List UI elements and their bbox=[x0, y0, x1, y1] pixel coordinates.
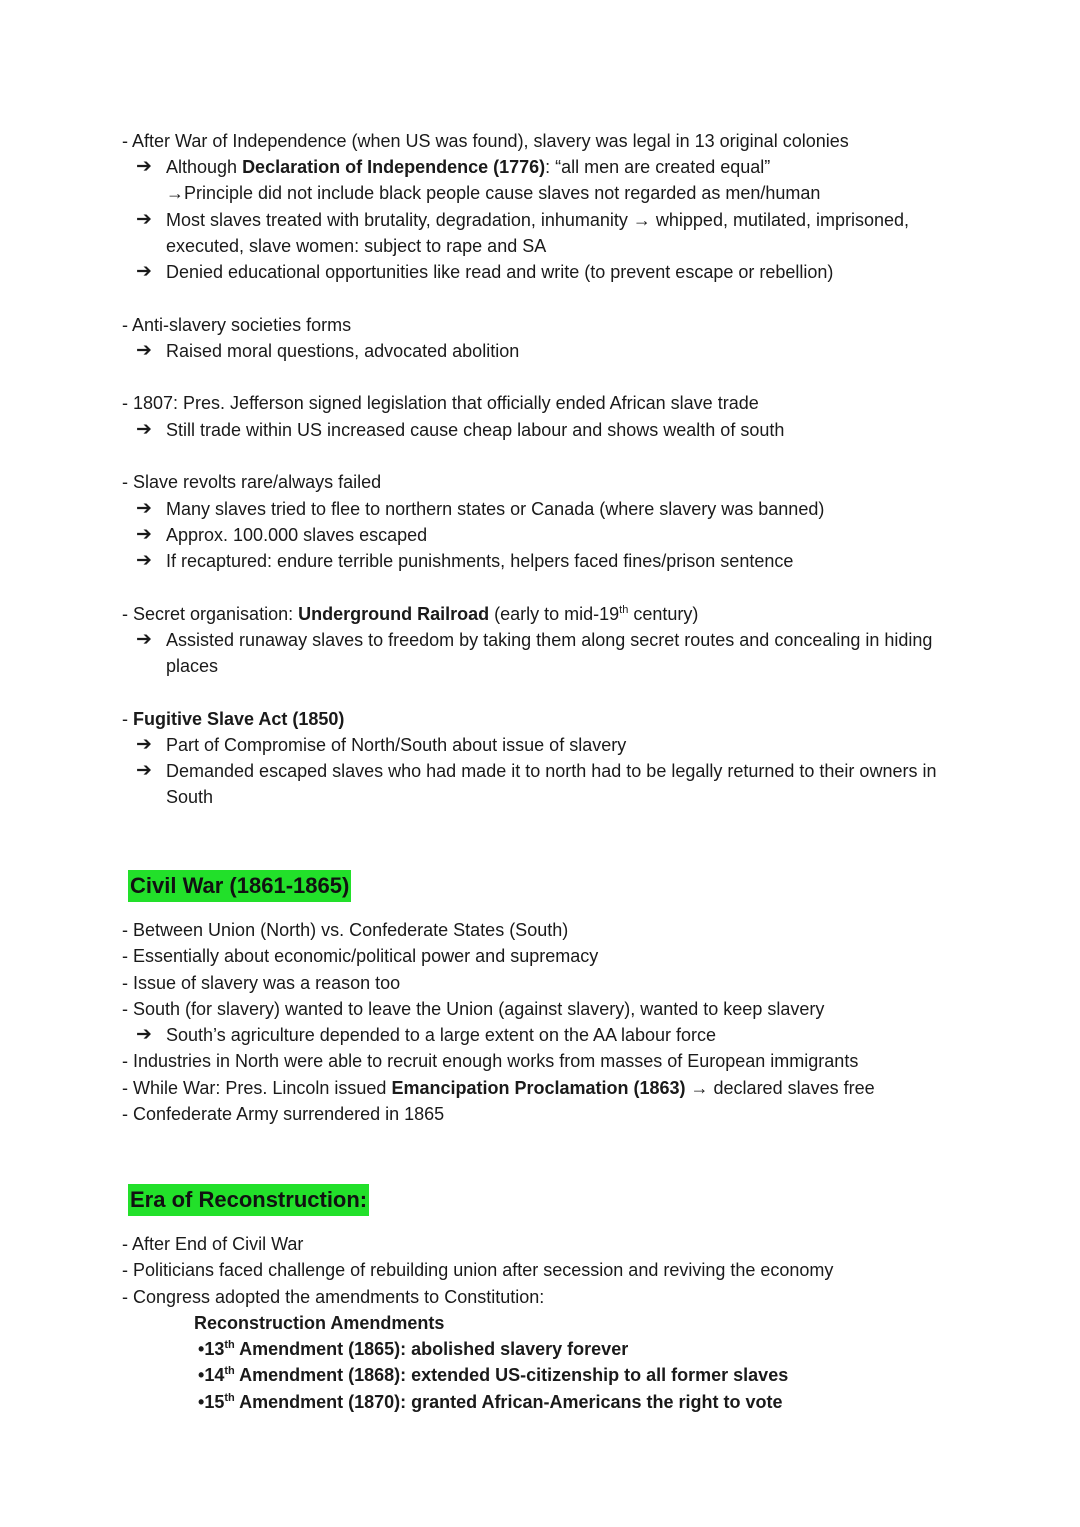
bullet-line: - Politicians faced challenge of rebuilding union after secession and reviving the economy bbox=[122, 1260, 834, 1280]
arrow-icon: ➔ bbox=[136, 209, 152, 230]
bullet-line: - Essentially about economic/political power and supremacy bbox=[122, 946, 599, 966]
bullet-line: - Between Union (North) vs. Confederate States (South) bbox=[122, 920, 569, 940]
arrow-icon: ➔ bbox=[136, 760, 152, 781]
bullet-line: - South (for slavery) wanted to leave the Union (against slavery), wanted to keep slavery bbox=[122, 999, 825, 1019]
arrow-icon: ➔ bbox=[136, 261, 152, 282]
arrow-icon: → bbox=[166, 183, 184, 203]
arrow-icon: ➔ bbox=[136, 340, 152, 361]
arrow-point: ➔ Part of Compromise of North/South about issue of slavery bbox=[136, 732, 946, 758]
arrow-point: ➔ South’s agriculture depended to a large extent on the AA labour force bbox=[136, 1022, 946, 1048]
bullet-line: - 1807: Pres. Jefferson signed legislation that officially ended African slave trade bbox=[122, 393, 759, 413]
arrow-point: ➔ Although Declaration of Independence (1776): “all men are created equal” bbox=[136, 154, 946, 180]
arrow-point: ➔ Raised moral questions, advocated abolition bbox=[136, 338, 946, 364]
bullet-line: - Fugitive Slave Act (1850) bbox=[122, 709, 345, 729]
amendment-item: •15th Amendment (1870): granted African-Americans the right to vote bbox=[198, 1392, 783, 1412]
arrow-point: ➔ If recaptured: endure terrible punishments, helpers faced fines/prison sentence bbox=[136, 548, 946, 574]
arrow-point: ➔ Still trade within US increased cause cheap labour and shows wealth of south bbox=[136, 417, 946, 443]
arrow-icon: ➔ bbox=[136, 498, 152, 519]
bullet-line: - After War of Independence (when US was found), slavery was legal in 13 original colonies bbox=[122, 131, 849, 151]
amendments-title: Reconstruction Amendments bbox=[194, 1313, 445, 1333]
bullet-line: - Industries in North were able to recruit enough works from masses of European immigrants bbox=[122, 1051, 859, 1071]
bullet-line: - While War: Pres. Lincoln issued Emancipation Proclamation (1863) → declared slaves free bbox=[122, 1078, 875, 1098]
arrow-point: ➔ Assisted runaway slaves to freedom by taking them along secret routes and concealing in hiding places bbox=[136, 629, 933, 676]
bullet-line: - Secret organisation: Underground Railroad (early to mid-19th century) bbox=[122, 604, 699, 624]
amendment-item: •13th Amendment (1865): abolished slavery forever bbox=[198, 1339, 629, 1359]
arrow-point: ➔ Most slaves treated with brutality, degradation, inhumanity → whipped, mutilated, imprisoned, executed, slave women: subject to rape and SA bbox=[136, 209, 910, 256]
bullet-line: - Congress adopted the amendments to Constitution: bbox=[122, 1287, 545, 1307]
arrow-point: ➔ Demanded escaped slaves who had made it to north had to be legally returned to their owners in South bbox=[136, 760, 937, 807]
arrow-point: ➔ Denied educational opportunities like read and write (to prevent escape or rebellion) bbox=[136, 259, 946, 285]
arrow-icon: ➔ bbox=[136, 1024, 152, 1045]
arrow-icon: ➔ bbox=[136, 524, 152, 545]
section-heading-reconstruction: Era of Reconstruction: bbox=[128, 1184, 369, 1216]
amendment-item: •14th Amendment (1868): extended US-citizenship to all former slaves bbox=[198, 1365, 789, 1385]
arrow-icon: ➔ bbox=[136, 629, 152, 650]
bullet-line: - Slave revolts rare/always failed bbox=[122, 472, 382, 492]
bullet-line: - Issue of slavery was a reason too bbox=[122, 973, 401, 993]
arrow-icon: ➔ bbox=[136, 156, 152, 177]
arrow-icon: ➔ bbox=[136, 734, 152, 755]
arrow-point: ➔ Many slaves tried to flee to northern states or Canada (where slavery was banned) bbox=[136, 496, 946, 522]
arrow-icon: ➔ bbox=[136, 419, 152, 440]
sub-point: →Principle did not include black people cause slaves not regarded as men/human bbox=[166, 183, 821, 203]
bullet-line: - After End of Civil War bbox=[122, 1234, 304, 1254]
bullet-line: - Anti-slavery societies forms bbox=[122, 315, 352, 335]
arrow-icon: ➔ bbox=[136, 550, 152, 571]
bullet-line: - Confederate Army surrendered in 1865 bbox=[122, 1104, 445, 1124]
section-heading-civil-war: Civil War (1861-1865) bbox=[128, 870, 351, 902]
arrow-point: ➔ Approx. 100.000 slaves escaped bbox=[136, 522, 946, 548]
